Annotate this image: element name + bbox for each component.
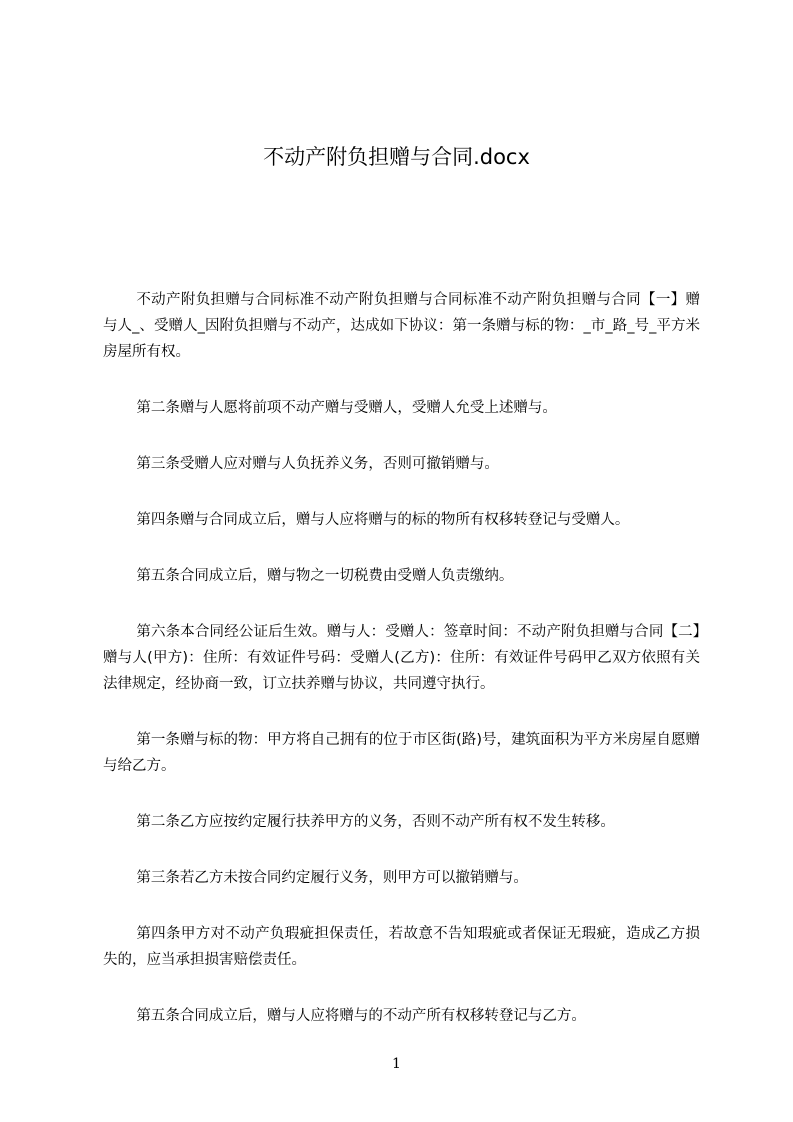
paragraph: 第四条赠与合同成立后，赠与人应将赠与的标的物所有权移转登记与受赠人。	[136, 512, 630, 528]
paragraph: 第二条赠与人愿将前项不动产赠与受赠人，受赠人允受上述赠与。	[136, 400, 557, 416]
paragraph: 第五条合同成立后，赠与人应将赠与的不动产所有权移转登记与乙方。	[136, 1008, 586, 1024]
paragraph: 第三条若乙方未按合同约定履行义务，则甲方可以撤销赠与。	[136, 870, 528, 886]
paragraph: 第一条赠与标的物：甲方将自己拥有的位于市区街(路)号，建筑面积为平方米房屋自愿赠与给乙方。	[103, 732, 700, 774]
paragraph: 第六条本合同经公证后生效。赠与人：受赠人：签章时间：不动产附负担赠与合同【二】赠与人(甲方)：住所：有效证件号码：受赠人(乙方)：住所：有效证件号码甲乙双方依照有关法律规定，经协商一致，订立扶养赠与协议，共同遵守执行。	[103, 624, 700, 692]
paragraph: 第五条合同成立后，赠与物之一切税费由受赠人负责缴纳。	[136, 568, 514, 584]
page-number: 1	[392, 1056, 401, 1072]
paragraph: 第四条甲方对不动产负瑕疵担保责任，若故意不告知瑕疵或者保证无瑕疵，造成乙方损失的，应当承担损害赔偿责任。	[103, 926, 700, 968]
document-body	[103, 287, 700, 1059]
document-title: 不动产附负担赠与合同.docx	[263, 145, 530, 169]
paragraph: 不动产附负担赠与合同标准不动产附负担赠与合同标准不动产附负担赠与合同【一】赠与人_、受赠人_因附负担赠与不动产，达成如下协议：第一条赠与标的物：_市_路_号_平方米房屋所有权。	[103, 292, 700, 360]
paragraph: 第二条乙方应按约定履行扶养甲方的义务，否则不动产所有权不发生转移。	[136, 814, 615, 830]
paragraph: 第三条受赠人应对赠与人负抚养义务，否则可撤销赠与。	[136, 456, 499, 472]
